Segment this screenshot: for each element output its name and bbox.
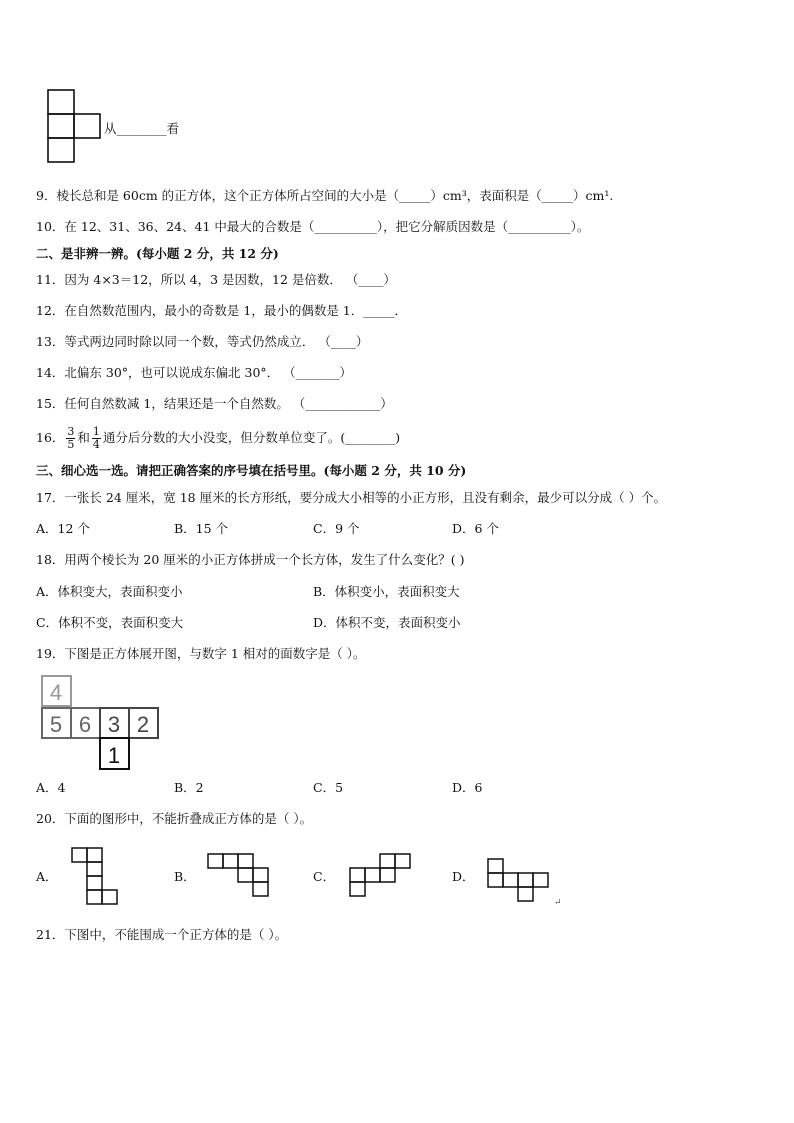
q20-net-d (486, 857, 550, 905)
section-3-heading: 三、细心选一选。请把正确答案的序号填在括号里。(每小题 2 分，共 10 分) (36, 463, 467, 478)
question-9: 9．棱长总和是 60cm 的正方体，这个正方体所占空间的大小是（_____）cm³，表面积是（_____）cm¹. (36, 188, 614, 203)
question-14: 14．北偏东 30°，也可以说成东偏北 30°． （_______） (36, 365, 352, 380)
section-2-heading: 二、是非辨一辨。(每小题 2 分，共 12 分) (36, 246, 279, 261)
net-digit-2: 2 (136, 712, 150, 737)
q17-option-b: B．15 个 (174, 521, 229, 536)
net-digit-1: 1 (107, 743, 121, 768)
q20-label-a: A． (36, 869, 58, 884)
q20-net-a (70, 846, 120, 908)
question-12: 12．在自然数范围内，最小的奇数是 1，最小的偶数是 1．_____． (36, 303, 408, 318)
fraction-3-5: $\frac{3}{5}$ (67, 425, 75, 451)
question-10: 10．在 12、31、36、24、41 中最大的合数是（__________），把它分解质因数是（__________）。 (36, 219, 590, 234)
question-20: 20．下面的图形中，不能折叠成正方体的是（ ）。 (36, 811, 313, 826)
q19-option-a: A．4 (36, 780, 66, 795)
q20-label-b: B． (174, 869, 196, 884)
fraction-1-4: $\frac{1}{4}$ (92, 425, 100, 451)
q20-label-d: D． (452, 869, 475, 884)
question-17: 17．一张长 24 厘米，宽 18 厘米的长方形纸，要分成大小相等的小正方形，且没有剩余，最少可以分成（ ）个。 (36, 490, 667, 505)
net-digit-5: 5 (49, 712, 63, 737)
net-digit-3: 3 (107, 712, 121, 737)
q19-option-d: D．6 (452, 780, 483, 795)
q17-option-c: C．9 个 (313, 521, 360, 536)
question-15: 15．任何自然数减 1，结果还是一个自然数。 （____________） (36, 396, 393, 411)
q18-option-c: C．体积不变，表面积变大 (36, 615, 184, 630)
q20-net-c (348, 852, 412, 900)
question-21: 21．下图中，不能围成一个正方体的是（ ）。 (36, 927, 288, 942)
net-digit-4: 4 (49, 680, 63, 705)
question-19: 19．下图是正方体展开图，与数字 1 相对的面数字是（ ）。 (36, 646, 366, 661)
return-mark: ↵ (554, 898, 562, 908)
question-16 (36, 420, 400, 456)
question-11: 11．因为 4×3＝12，所以 4，3 是因数，12 是倍数． （____） (36, 272, 396, 287)
q20-label-c: C． (313, 869, 336, 884)
q16-and: 和 (77, 430, 90, 445)
question-13: 13．等式两边同时除以同一个数，等式仍然成立． （____） (36, 334, 369, 349)
q18-option-b: B．体积变小，表面积变大 (313, 584, 460, 599)
question-18: 18．用两个棱长为 20 厘米的小正方体拼成一个长方体，发生了什么变化？( ) (36, 552, 465, 567)
q17-option-d: D．6 个 (452, 521, 499, 536)
q19-option-b: B．2 (174, 780, 204, 795)
q20-net-b (206, 852, 270, 900)
q8-view-figure (46, 88, 102, 166)
q16-number: 16． (36, 430, 65, 445)
net-digit-6: 6 (78, 712, 92, 737)
q19-option-c: C．5 (313, 780, 344, 795)
q17-option-a: A．12 个 (36, 521, 90, 536)
q18-option-a: A．体积变大，表面积变小 (36, 584, 183, 599)
q16-rest: 通分后分数的大小没变，但分数单位变了。(________) (102, 430, 401, 445)
q19-cube-net (40, 674, 164, 772)
q8-direction-text: 从________看 (104, 121, 180, 136)
q18-option-d: D．体积不变，表面积变小 (313, 615, 461, 630)
